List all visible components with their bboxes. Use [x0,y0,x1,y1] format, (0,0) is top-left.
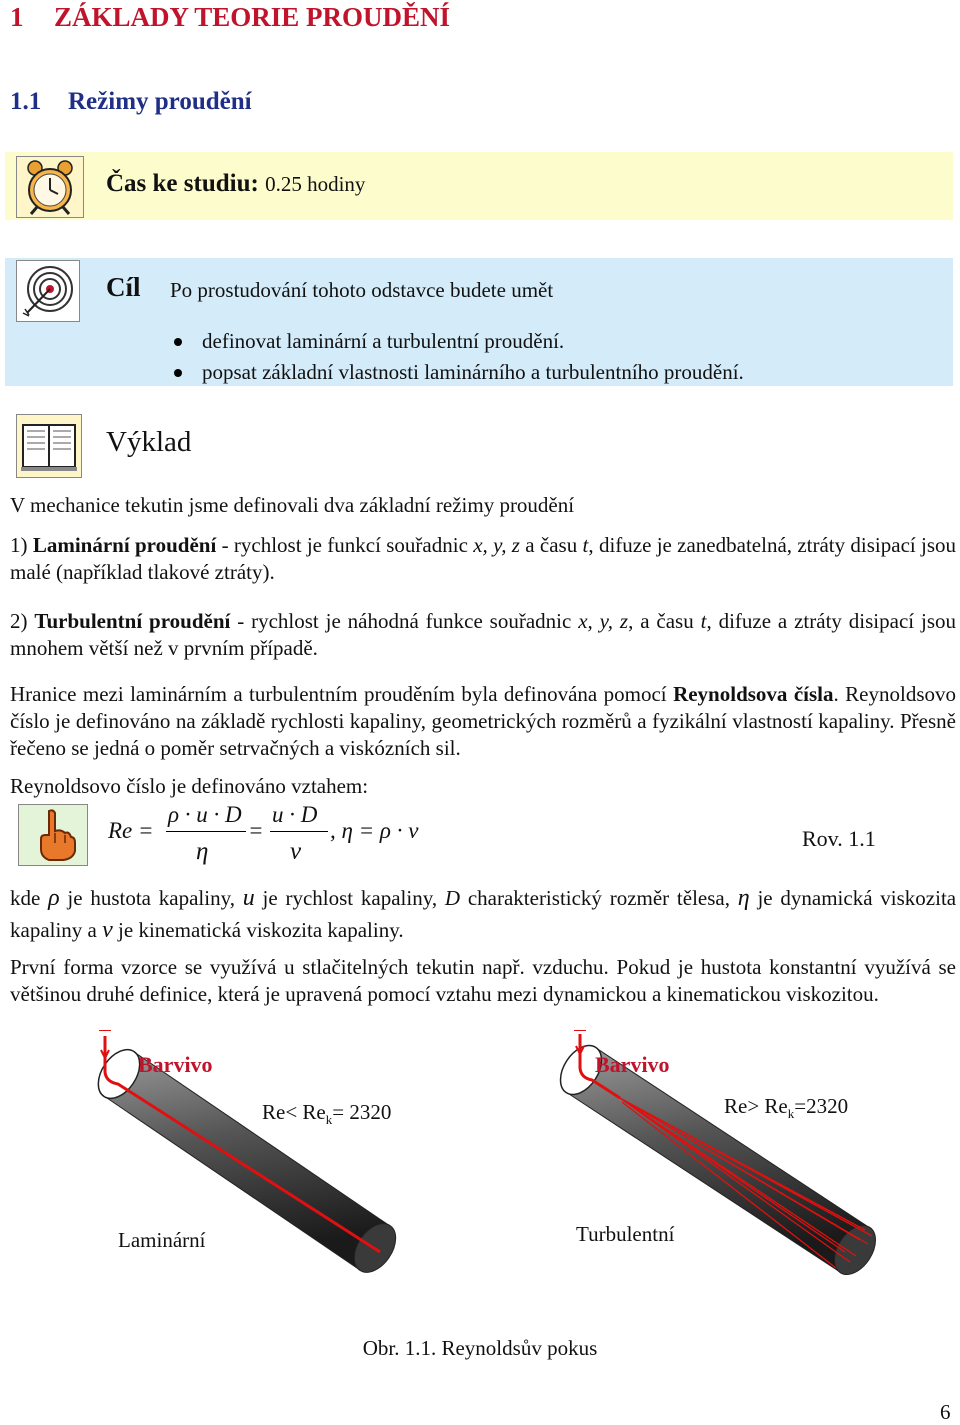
page-number: 6 [940,1400,951,1424]
term-turbulent: Turbulentní proudění [34,609,231,633]
study-time [106,170,365,198]
text: je hustota kapaliny, [67,886,235,910]
goal-intro: Po prostudování tohoto odstavce budete umět [170,278,554,302]
target-icon [16,260,80,322]
formula-eq: = [248,818,264,843]
symbol-eta: η [737,885,750,911]
open-book-icon [16,414,82,478]
turbulent-label: Turbulentní [576,1222,675,1246]
symbol-d: D [444,886,461,910]
alarm-clock-icon [16,156,84,218]
var-t: t [700,609,707,633]
term-laminar: Laminární proudění [32,533,217,557]
pointing-hand-icon [18,804,88,866]
paragraph-intro: V mechanice tekutin jsme definovali dva základní režimy proudění [10,493,575,517]
text: , difuze a ztráty disipací jsou mnohem větší než v prvním případě. [10,609,956,660]
explanation-title: Výklad [106,426,192,458]
var-t: t [582,533,589,557]
list-number: 1) [10,533,28,557]
dye-label-right: Barvivo [595,1052,670,1077]
chapter-heading [10,2,450,33]
text: - rychlost je náhodná funkce souřadnic [237,609,572,633]
formula-tail: , η = ρ · ν [330,818,419,843]
goal-title: Cíl [106,272,141,302]
coords: x, y, z [473,533,520,557]
symbol-u: u [242,885,255,911]
coords: x, y, z [578,609,629,633]
text: a času [525,533,578,557]
symbol-rho: ρ [48,885,60,911]
goal-list [170,326,744,388]
formula-re: Re = [108,818,154,843]
study-time-value: 0.25 hodiny [265,172,366,196]
figure-caption: Obr. 1.1. Reynoldsův pokus [362,1336,598,1360]
equation-label: Rov. 1.1 [802,826,876,851]
text: je rychlost kapaliny, [262,886,438,910]
fraction-bar [166,831,246,832]
symbol-nu: ν [102,917,113,943]
re-sub: k [787,1106,795,1122]
re-value: =2320 [794,1094,849,1118]
chapter-title: ZÁKLADY TEORIE PROUDĚNÍ [54,2,451,32]
text: - rychlost je funkcí souřadnic [221,533,468,557]
laminar-label: Laminární [118,1228,206,1252]
goal-item: popsat základní vlastnosti laminárního a turbulentního proudění. [170,357,744,388]
goal-item: definovat laminární a turbulentní proudění. [170,326,744,357]
section-heading [10,88,252,116]
paragraph-symbols [10,882,956,946]
re-turbulent-label [724,1094,848,1122]
text: kde [10,886,41,910]
text: charakteristický rozměr tělesa, [467,886,730,910]
text: , difuze je zanedbatelná, ztráty disipací jsou malé (například tlakové ztráty). [10,533,957,584]
paragraph-laminar [10,532,956,586]
re-text: Re< Re [262,1100,326,1124]
text: , a času [628,609,694,633]
text: . Reynoldsovo číslo je definováno na základě rychlosti kapaliny, geometrických rozměrů a fyzikální vlastností kapaliny. Přesně řečeno se jedná o poměr setrvačných a viskózních sil. [10,682,957,760]
section-title: Režimy proudění [68,88,252,115]
text: je dynamická viskozita kapaliny a [10,886,957,942]
list-number: 2) [10,609,28,633]
section-number: 1.1 [10,88,42,115]
reynolds-formula [108,800,448,870]
paragraph-turbulent [10,608,956,662]
text: je kinematická viskozita kapaliny. [118,918,404,942]
formula-num2: u · D [272,802,318,827]
fraction-bar [270,831,328,832]
formula-den2: ν [290,838,302,865]
re-laminar-label [262,1100,391,1128]
chapter-number: 1 [10,2,24,32]
dye-label-left: Barvivo [138,1052,213,1077]
formula-den1: η [196,838,209,865]
re-text: Re> Re [724,1094,788,1118]
study-time-label: Čas ke studiu: [106,170,259,197]
re-sub: k [325,1112,333,1128]
paragraph-reynolds [10,681,956,762]
text: Hranice mezi laminárním a turbulentním prouděním byla definována pomocí [10,682,667,706]
paragraph-usage: První forma vzorce se využívá u stlačitelných tekutin např. vzduchu. Pokud je hustota konstantní využívá se většinou druhé definice, která je upravená pomocí vztahu mezi dynamickou a kinematickou viskozitou. [10,955,956,1006]
term-reynolds: Reynoldsova čísla [673,682,834,706]
formula-num1: ρ · u · D [168,802,242,827]
reynolds-experiment-figure [60,1030,900,1340]
re-value: = 2320 [332,1100,392,1124]
paragraph-formula-intro: Reynoldsovo číslo je definováno vztahem: [10,774,369,798]
